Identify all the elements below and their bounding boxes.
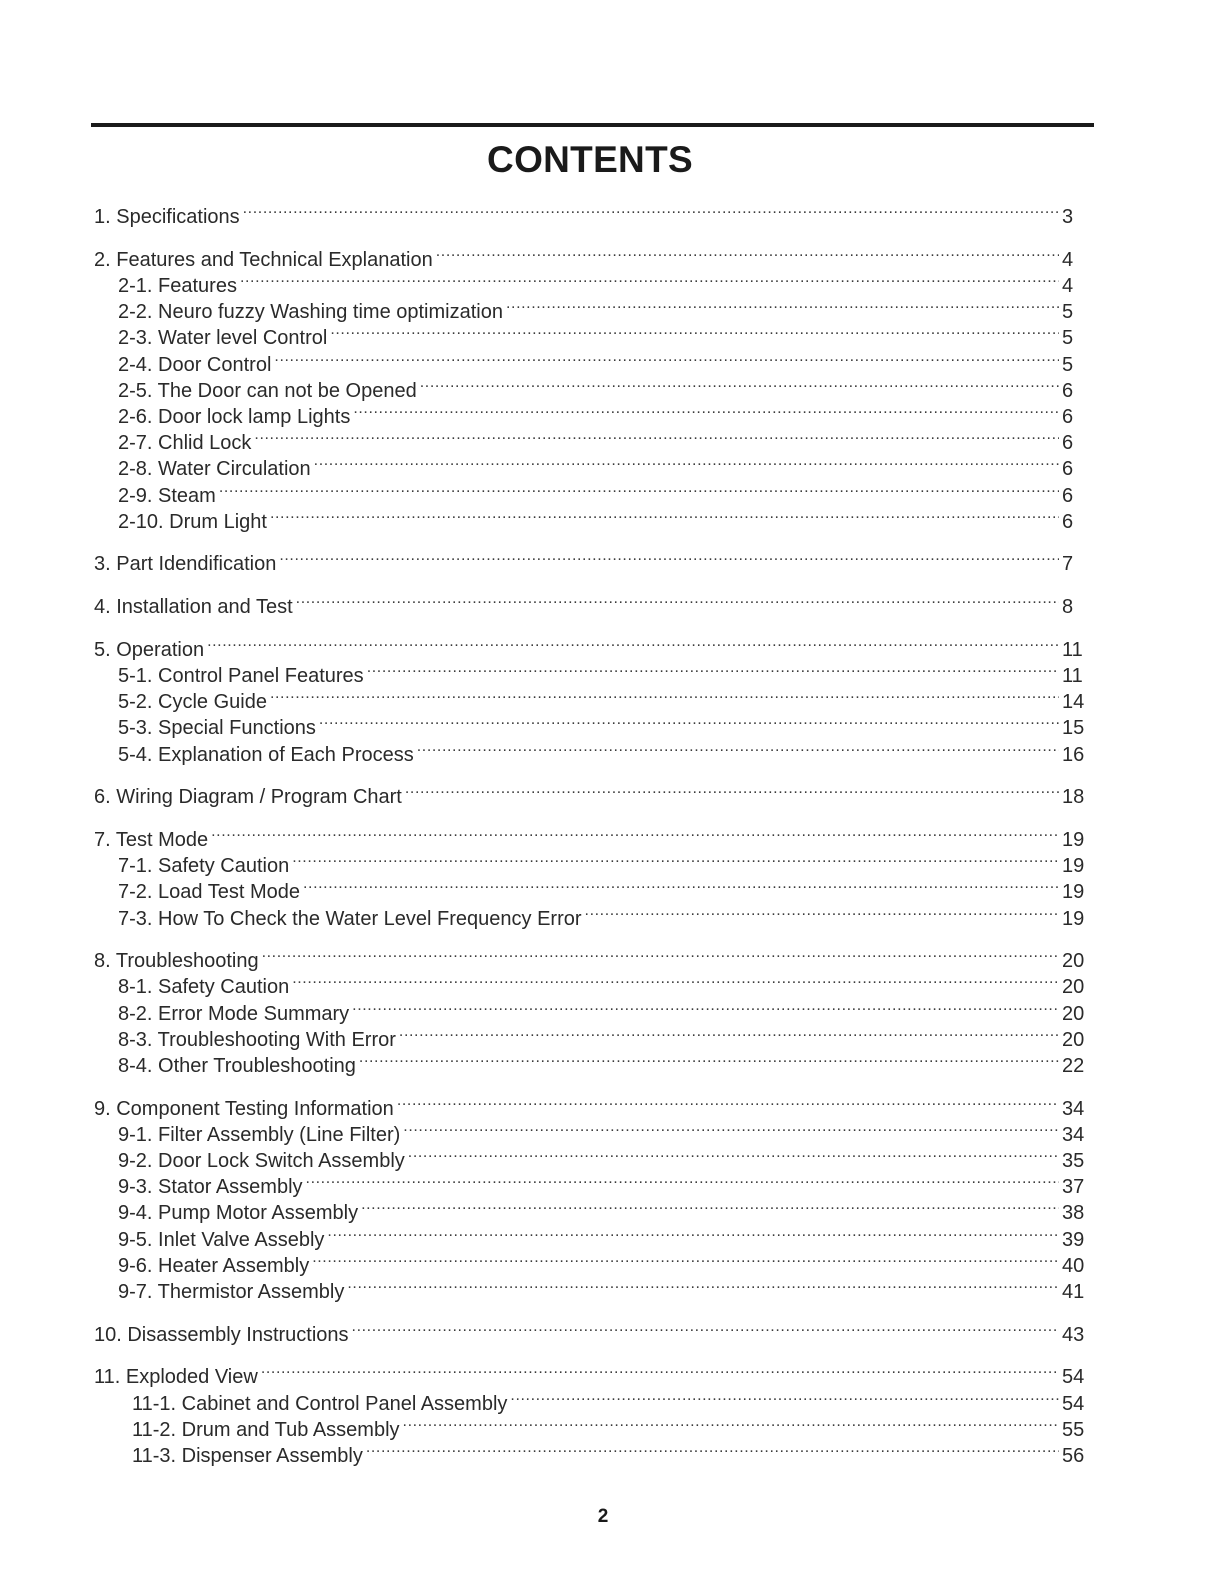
page-number: 2 — [597, 1506, 609, 1527]
toc-entry-label: 11-3. Dispenser Assembly — [132, 1444, 363, 1467]
dot-leader — [403, 1115, 1059, 1141]
page-title: CONTENTS — [487, 139, 693, 180]
toc-entry-page: 41 — [1062, 1280, 1085, 1303]
dot-leader — [352, 993, 1059, 1019]
toc-entry-label: 9-2. Door Lock Switch Assembly — [118, 1150, 405, 1172]
toc-entry-label: 2-10. Drum Light — [118, 510, 267, 533]
dot-leader — [306, 1167, 1059, 1193]
toc-entry-page: 43 — [1062, 1323, 1085, 1346]
toc-entry-label: 3. Part Idendification — [94, 553, 277, 576]
dot-leader — [312, 1246, 1059, 1272]
toc-entry-label: 2-3. Water level Control — [118, 327, 328, 350]
toc-entry-page: 6 — [1062, 406, 1074, 428]
toc-entry-page: 34 — [1062, 1097, 1085, 1120]
dot-leader — [219, 475, 1059, 501]
toc-entry-label: 11-2. Drum and Tub Assembly — [132, 1418, 400, 1441]
dot-leader — [292, 967, 1059, 993]
toc-entry-page: 4 — [1062, 248, 1074, 271]
toc-entry-page: 19 — [1062, 881, 1085, 904]
toc-section[interactable] — [94, 777, 1090, 809]
dot-leader — [359, 1046, 1059, 1072]
toc-entry-label: 5-4. Explanation of Each Process — [118, 743, 414, 766]
dot-leader — [303, 872, 1059, 898]
dot-leader — [292, 846, 1059, 872]
toc-entry-label: 8-1. Safety Caution — [118, 976, 290, 999]
toc-entry-label: 5-3. Special Functions — [118, 717, 316, 740]
toc-entry-label: 5. Operation — [94, 638, 205, 661]
toc-subsection[interactable] — [94, 656, 1090, 687]
toc-entry-label: 2-4. Door Control — [118, 353, 272, 376]
dot-leader — [353, 397, 1059, 423]
toc-entry-page: 22 — [1062, 1054, 1085, 1077]
toc-entry-page: 6 — [1062, 432, 1074, 455]
toc-entry-page: 15 — [1062, 717, 1085, 740]
toc-section[interactable] — [94, 544, 1090, 576]
toc-entry-label: 9-6. Heater Assembly — [118, 1254, 310, 1277]
toc-section[interactable] — [94, 1357, 1090, 1389]
dot-leader — [397, 1088, 1059, 1114]
dot-leader — [352, 1314, 1059, 1340]
toc-subsection[interactable] — [94, 292, 1090, 324]
dot-leader — [254, 423, 1059, 449]
dot-leader — [330, 318, 1059, 344]
toc-entry-page: 16 — [1062, 743, 1085, 766]
toc-entry-label: 10. Disassembly Instructions — [94, 1323, 349, 1346]
toc-entry-label: 5-2. Cycle Guide — [118, 691, 267, 714]
dot-leader — [408, 1141, 1059, 1167]
toc-section[interactable] — [94, 197, 1090, 229]
toc-section[interactable] — [94, 1088, 1090, 1120]
toc-subsection[interactable] — [94, 475, 1090, 507]
dot-leader — [585, 898, 1059, 924]
toc-entry-label: 2-1. Features — [118, 275, 237, 298]
toc-entry-label: 1. Specifications — [94, 206, 240, 229]
toc-entry-label: 9-7. Thermistor Assembly — [118, 1280, 345, 1303]
toc-entry-label: 7. Test Mode — [94, 828, 209, 851]
toc-subsection[interactable] — [94, 502, 1090, 533]
toc-entry-page: 11 — [1062, 638, 1083, 661]
dot-leader — [243, 197, 1059, 223]
toc-entry-page: 20 — [1062, 1002, 1085, 1025]
table-of-contents — [94, 197, 1090, 1467]
toc-entry-label: 2-7. Chlid Lock — [118, 432, 252, 455]
toc-entry-page: 40 — [1062, 1254, 1085, 1277]
toc-entry-page: 14 — [1062, 691, 1085, 714]
toc-entry-page: 19 — [1062, 828, 1085, 851]
dot-leader — [403, 1410, 1059, 1436]
toc-entry-page: 37 — [1062, 1176, 1085, 1199]
toc-entry-page: 18 — [1062, 786, 1085, 809]
dot-leader — [366, 1436, 1059, 1462]
toc-section[interactable] — [94, 1314, 1090, 1346]
toc-entry-page: 5 — [1062, 353, 1074, 376]
toc-entry-page: 54 — [1062, 1392, 1085, 1415]
toc-entry-page: 19 — [1062, 855, 1085, 878]
toc-subsection[interactable] — [94, 846, 1090, 878]
toc-entry-page: 20 — [1062, 950, 1085, 973]
toc-entry-label: 2. Features and Technical Explanation — [94, 248, 433, 271]
toc-subsection[interactable] — [94, 266, 1090, 298]
toc-entry-label: 8-2. Error Mode Summary — [118, 1002, 350, 1025]
toc-entry-label: 2-9. Steam — [118, 484, 216, 507]
toc-section[interactable] — [94, 941, 1090, 973]
dot-leader — [314, 449, 1059, 475]
dot-leader — [270, 682, 1059, 708]
toc-entry-label: 8-3. Troubleshooting With Error — [118, 1028, 396, 1051]
toc-entry-label: 9-1. Filter Assembly (Line Filter) — [118, 1123, 401, 1146]
toc-section[interactable] — [94, 820, 1090, 851]
dot-leader — [420, 371, 1059, 397]
toc-section[interactable] — [94, 630, 1090, 661]
toc-entry-page: 5 — [1062, 327, 1074, 350]
toc-entry-label: 7-3. How To Check the Water Level Frequency Error — [118, 907, 582, 930]
toc-entry-page: 11 — [1062, 665, 1083, 687]
toc-entry-label: 6. Wiring Diagram / Program Chart — [94, 786, 402, 809]
dot-leader — [347, 1272, 1059, 1298]
dot-leader — [319, 708, 1059, 734]
dot-leader — [279, 544, 1059, 570]
toc-entry-label: 8-4. Other Troubleshooting — [118, 1054, 356, 1077]
toc-section[interactable] — [94, 240, 1090, 271]
dot-leader — [399, 1020, 1059, 1046]
toc-entry-label: 2-2. Neuro fuzzy Washing time optimization — [118, 301, 503, 324]
dot-leader — [436, 240, 1059, 266]
toc-entry-page: 7 — [1062, 553, 1074, 576]
dot-leader — [361, 1193, 1059, 1219]
toc-entry-label: 7-1. Safety Caution — [118, 855, 290, 878]
toc-entry-page: 39 — [1062, 1228, 1085, 1251]
toc-entry-page: 34 — [1062, 1123, 1085, 1146]
toc-entry-page: 56 — [1062, 1444, 1085, 1467]
header-rule — [91, 123, 1094, 127]
toc-entry-label: 5-1. Control Panel Features — [118, 665, 364, 687]
toc-entry-label: 9-5. Inlet Valve Assebly — [118, 1228, 325, 1251]
toc-entry-page: 35 — [1062, 1150, 1085, 1172]
toc-entry-label: 2-5. The Door can not be Opened — [118, 379, 417, 402]
dot-leader — [240, 266, 1059, 292]
toc-entry-page: 54 — [1062, 1366, 1085, 1389]
dot-leader — [510, 1383, 1059, 1409]
toc-entry-label: 11. Exploded View — [94, 1366, 258, 1389]
toc-entry-label: 8. Troubleshooting — [94, 950, 259, 973]
toc-entry-page: 38 — [1062, 1202, 1085, 1225]
toc-entry-page: 5 — [1062, 301, 1074, 324]
toc-entry-page: 8 — [1062, 596, 1074, 619]
dot-leader — [261, 1357, 1059, 1383]
toc-entry-label: 2-6. Door lock lamp Lights — [118, 406, 351, 428]
toc-entry-page: 55 — [1062, 1418, 1085, 1441]
toc-entry-page: 4 — [1062, 275, 1074, 298]
dot-leader — [296, 587, 1059, 613]
dot-leader — [274, 344, 1059, 370]
toc-entry-page: 6 — [1062, 379, 1074, 402]
dot-leader — [270, 502, 1059, 528]
toc-entry-label: 2-8. Water Circulation — [118, 458, 311, 481]
dot-leader — [506, 292, 1059, 318]
toc-entry-page: 6 — [1062, 484, 1074, 507]
dot-leader — [405, 777, 1059, 803]
toc-entry-page: 20 — [1062, 976, 1085, 999]
toc-entry-label: 11-1. Cabinet and Control Panel Assembly — [132, 1392, 508, 1415]
toc-entry-page: 20 — [1062, 1028, 1085, 1051]
toc-entry-page: 3 — [1062, 206, 1074, 229]
toc-entry-label: 7-2. Load Test Mode — [118, 881, 300, 904]
toc-entry-label: 4. Installation and Test — [94, 596, 293, 619]
toc-entry-label: 9-3. Stator Assembly — [118, 1176, 303, 1199]
toc-entry-page: 19 — [1062, 907, 1085, 930]
dot-leader — [327, 1219, 1059, 1245]
toc-entry-page: 6 — [1062, 458, 1074, 481]
dot-leader — [417, 734, 1059, 760]
dot-leader — [207, 630, 1059, 656]
toc-entry-page: 6 — [1062, 510, 1074, 533]
dot-leader — [367, 656, 1059, 682]
toc-entry-label: 9-4. Pump Motor Assembly — [118, 1202, 359, 1225]
toc-section[interactable] — [94, 587, 1090, 619]
toc-entry-label: 9. Component Testing Information — [94, 1097, 394, 1120]
dot-leader — [211, 820, 1059, 846]
dot-leader — [262, 941, 1059, 967]
